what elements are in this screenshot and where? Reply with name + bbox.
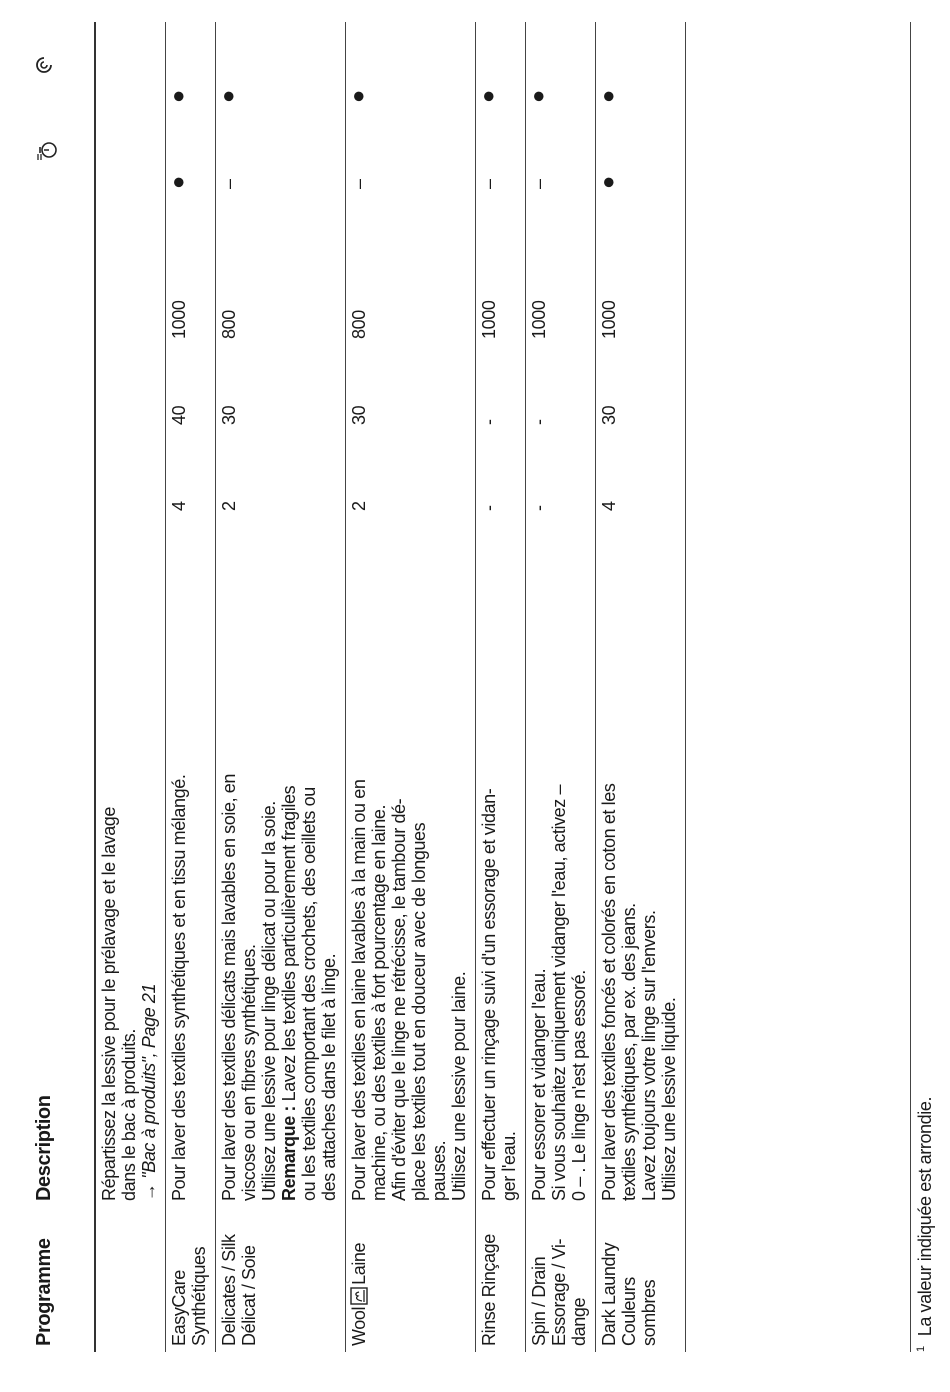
speed-value — [166, 22, 216, 109]
description-line: pauses. — [429, 1140, 449, 1201]
description-line: Pour essorer et vidanger l'eau. — [529, 968, 549, 1201]
load-value: 2 — [346, 431, 476, 517]
footnote-text: La valeur indiquée est arrondie. — [915, 1096, 935, 1337]
description-line: Lavez toujours votre linge sur l'envers. — [639, 910, 659, 1201]
speed-value — [216, 22, 346, 109]
table-row — [596, 22, 686, 1352]
programme-name: Spin / Drain Essorage / Vi-dange — [526, 1207, 596, 1352]
bullet: ● — [525, 90, 550, 103]
header-timer — [30, 109, 95, 195]
programme-description — [166, 517, 216, 1207]
header-description: Description — [30, 517, 95, 1207]
speed-perfect-icon — [34, 56, 54, 76]
intro-description-cell — [95, 517, 166, 1207]
hand-wash-icon — [350, 1287, 368, 1305]
load-value: 4 — [596, 431, 686, 517]
load-value: 4 — [166, 431, 216, 517]
remark-line: des attaches dans le filet à linge. — [319, 953, 339, 1201]
description-line: 0 – . Le linge n'est pas essoré. — [569, 970, 589, 1201]
timer-value — [596, 109, 686, 195]
description-line: Utilisez une lessive liquide. — [659, 997, 679, 1201]
timer-value: – — [526, 109, 596, 195]
bullet: ● — [215, 90, 240, 103]
temperature-value: 30 — [216, 345, 346, 431]
page-content — [30, 22, 935, 1352]
remark-label: Remarque : — [279, 1105, 299, 1201]
description-line: Pour laver des textiles délicats mais lavables en soie, en — [219, 773, 239, 1201]
footnote — [910, 22, 936, 1352]
programme-description — [346, 517, 476, 1207]
spin-value: 1000 — [476, 195, 526, 345]
bullet: ● — [165, 176, 190, 189]
table-row — [216, 22, 346, 1352]
load-value: 2 — [216, 431, 346, 517]
spin-value: 800 — [216, 195, 346, 345]
header-speed — [30, 22, 95, 109]
timer-value: – — [476, 109, 526, 195]
description-line: Utilisez une lessive pour laine. — [449, 971, 469, 1201]
header-row — [30, 22, 95, 1352]
temperature-value: - — [526, 345, 596, 431]
timer-icon — [34, 142, 58, 162]
header-load — [30, 431, 95, 517]
description-line: place les textiles tout en douceur avec de longues — [409, 822, 429, 1201]
spin-value: 1000 — [596, 195, 686, 345]
bullet: ● — [345, 90, 370, 103]
programme-description — [476, 517, 526, 1207]
intro-line: dans le bac à produits. — [119, 1029, 139, 1201]
timer-value: – — [346, 109, 476, 195]
bullet: ● — [595, 90, 620, 103]
speed-value — [596, 22, 686, 109]
speed-value — [526, 22, 596, 109]
programme-name: EasyCare Synthétiques — [166, 1207, 216, 1352]
temperature-value: 30 — [596, 345, 686, 431]
speed-value — [346, 22, 476, 109]
description-line: Pour effectuer un rinçage suivi d'un essorage et vidan- — [479, 788, 499, 1201]
temperature-value: - — [476, 345, 526, 431]
description-line: Pour laver des textiles foncés et colorés en coton et les — [599, 783, 619, 1201]
intro-row — [95, 22, 166, 1352]
remark-text: Lavez les textiles particulièrement fragiles — [279, 785, 299, 1106]
description-line: machine, ou des textiles à fort pourcentage en laine. — [369, 804, 389, 1201]
speed-value — [476, 22, 526, 109]
temperature-value: 40 — [166, 345, 216, 431]
intro-line: Répartissez la lessive pour le prélavage et le lavage — [99, 806, 119, 1201]
description-line: textiles synthétiques, par ex. des jeans. — [619, 903, 639, 1201]
programme-table — [30, 22, 686, 1352]
description-line: viscose ou en fibres synthétiques. — [239, 944, 259, 1201]
load-value: - — [476, 431, 526, 517]
remark-line: ou les textiles comportant des crochets, des oeillets ou — [299, 787, 319, 1201]
spin-value: 1000 — [166, 195, 216, 345]
description-line: Utilisez une lessive pour linge délicat ou pour la soie. — [259, 801, 279, 1201]
arrow-icon: → — [139, 1183, 159, 1201]
link-text[interactable]: "Bac à produits" — [139, 1057, 159, 1179]
footnote-marker: 1 — [915, 1346, 927, 1352]
intro-programme-cell — [95, 1207, 166, 1352]
programme-description — [216, 517, 346, 1207]
bullet: ● — [475, 90, 500, 103]
bullet: ● — [595, 176, 620, 189]
timer-value: – — [216, 109, 346, 195]
description-line: Si vous souhaitez uniquement vidanger l'eau, activez – — [549, 784, 569, 1201]
table-row — [166, 22, 216, 1352]
description-line: Pour laver des textiles synthétiques et en tissu mélangé. — [169, 774, 189, 1201]
programme-name-post: Laine — [349, 1242, 369, 1285]
programme-name: Delicates / Silk Délicat / Soie — [216, 1207, 346, 1352]
link-page[interactable]: , Page 21 — [139, 983, 159, 1058]
load-value: - — [526, 431, 596, 517]
remark-line — [279, 523, 299, 1201]
header-temperature — [30, 345, 95, 431]
intro-link — [139, 523, 159, 1201]
spin-value: 800 — [346, 195, 476, 345]
programme-name — [346, 1207, 476, 1352]
programme-name-pre: Wool — [349, 1306, 369, 1346]
programme-description — [526, 517, 596, 1207]
description-line: Afin d'éviter que le linge ne rétrécisse, le tambour dé- — [389, 798, 409, 1201]
bullet: ● — [165, 90, 190, 103]
table-row — [476, 22, 526, 1352]
table-row — [346, 22, 476, 1352]
header-programme: Programme — [30, 1207, 95, 1352]
programme-description — [596, 517, 686, 1207]
spin-value: 1000 — [526, 195, 596, 345]
table-row — [526, 22, 596, 1352]
programme-name: Dark Laundry Couleurs sombres — [596, 1207, 686, 1352]
description-line: ger l'eau. — [499, 1131, 519, 1201]
header-spin — [30, 195, 95, 345]
description-line: Pour laver des textiles en laine lavables à la main ou en — [349, 779, 369, 1201]
temperature-value: 30 — [346, 345, 476, 431]
programme-name: Rinse Rinçage — [476, 1207, 526, 1352]
timer-value — [166, 109, 216, 195]
